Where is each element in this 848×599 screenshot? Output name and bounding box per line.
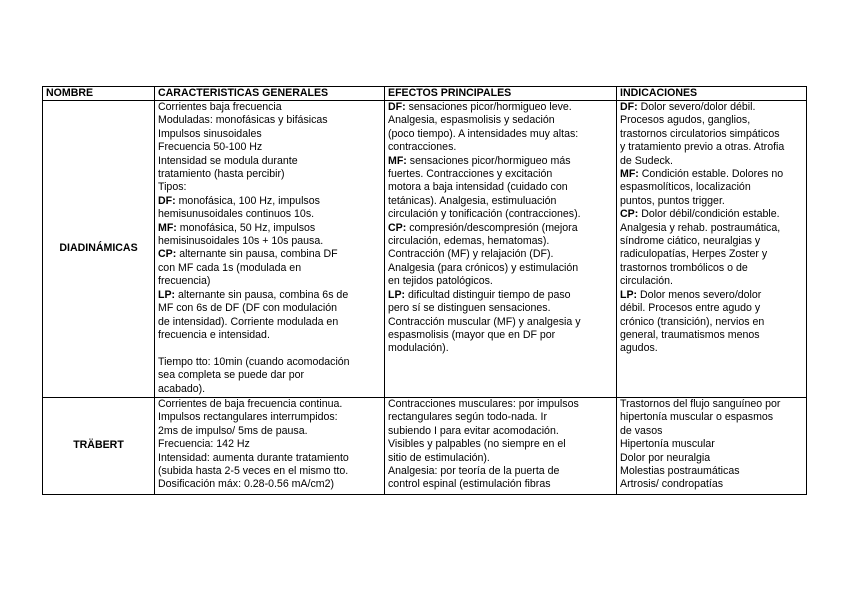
line-text: sensaciones picor/hormigueo leve. — [405, 101, 572, 113]
text-line — [620, 342, 803, 355]
cell-caracteristicas — [155, 101, 385, 398]
text-line — [388, 195, 613, 208]
line-label: LP: — [620, 288, 638, 301]
line-text: Tiempo tto: 10min (cuando acomodación — [158, 355, 350, 368]
line-text: síndrome ciático, neuralgias y — [620, 235, 761, 248]
line-label: LP: — [388, 288, 406, 301]
text-line — [388, 155, 613, 168]
text-line — [388, 235, 613, 248]
text-line — [388, 168, 613, 181]
line-text: motora a baja intensidad (cuidado con — [388, 181, 568, 194]
text-line — [158, 478, 381, 491]
text-line — [620, 181, 803, 194]
line-label: LP: — [158, 288, 176, 301]
text-line — [388, 329, 613, 342]
line-text: Hipertonía muscular — [620, 438, 715, 451]
cell-caracteristicas — [155, 398, 385, 495]
line-text: Dolor débil/condición estable. — [638, 208, 780, 221]
text-line — [388, 181, 613, 194]
line-text: Tipos: — [158, 181, 187, 194]
line-text: frecuencia e intensidad. — [158, 328, 270, 341]
text-line — [158, 222, 381, 235]
header-nombre: NOMBRE — [43, 87, 155, 101]
line-text: circulación, edemas, hematomas). — [388, 235, 550, 248]
line-text: monofásica, 100 Hz, impulsos — [175, 194, 320, 207]
text-line — [620, 425, 803, 438]
text-line — [620, 316, 803, 329]
text-line — [388, 128, 613, 141]
line-text: de Sudeck. — [620, 154, 674, 167]
line-label: MF: — [158, 221, 177, 234]
line-label: DF: — [158, 194, 176, 207]
line-text: trastornos trombólicos o de — [620, 261, 748, 274]
line-text: monofásica, 50 Hz, impulsos — [176, 221, 316, 234]
text-line — [620, 262, 803, 275]
line-text: trastornos circulatorios simpáticos — [620, 127, 780, 140]
text-line — [388, 411, 613, 424]
cell-nombre: TRÄBERT — [43, 398, 155, 495]
table-header-row — [43, 87, 807, 101]
text-line — [620, 411, 803, 424]
text-line — [620, 128, 803, 141]
line-text: Impulsos sinusoidales — [158, 127, 262, 140]
line-text: y tratamiento previo a otras. Atrofia — [620, 141, 785, 154]
text-line — [158, 452, 381, 465]
line-text: alternante sin pausa, combina 6s de — [175, 288, 349, 301]
text-line — [158, 302, 381, 315]
line-text: hipertonía muscular o espasmos — [620, 411, 774, 424]
text-line — [388, 114, 613, 127]
text-line — [620, 438, 803, 451]
line-text: hemisunusoidales continuos 10s. — [158, 208, 315, 221]
line-text: Condición estable. Dolores no — [638, 168, 784, 181]
line-text: tetánicas). Analgesia, estimuluación — [388, 194, 557, 207]
line-text: Trastornos del flujo sanguíneo por — [620, 398, 781, 410]
cell-indicaciones — [617, 398, 807, 495]
line-text: Frecuencia: 142 Hz — [158, 438, 250, 451]
line-text: frecuencia) — [158, 275, 211, 288]
text-line — [388, 342, 613, 355]
line-text: Analgesia y rehab. postraumática, — [620, 221, 781, 234]
line-text: Analgesia: por teoría de la puerta de — [388, 465, 560, 478]
line-text: 2ms de impulso/ 5ms de pausa. — [158, 424, 308, 437]
line-text: Molestias postraumáticas — [620, 465, 740, 478]
text-line — [158, 356, 381, 369]
line-text: Moduladas: monofásicas y bifásicas — [158, 114, 328, 127]
line-text: radiculopatías, Herpes Zoster y — [620, 248, 768, 261]
line-text: MF con 6s de DF (DF con modulación — [158, 302, 337, 315]
text-line — [620, 452, 803, 465]
line-label: MF: — [388, 154, 407, 167]
text-line — [158, 289, 381, 302]
text-line — [388, 465, 613, 478]
line-text: crónico (transición), nervios en — [620, 315, 765, 328]
text-line — [620, 222, 803, 235]
line-text: Artrosis/ condropatías — [620, 478, 724, 491]
text-line — [158, 262, 381, 275]
text-line — [620, 101, 803, 114]
text-line — [158, 411, 381, 424]
text-line — [620, 289, 803, 302]
line-text: de intensidad). Corriente modulada en — [158, 315, 339, 328]
text-line — [620, 302, 803, 315]
line-text: compresión/descompresión (mejora — [406, 221, 578, 234]
line-text: circulación y tonificación (contracciones). — [388, 208, 581, 221]
header-efectos: EFECTOS PRINCIPALES — [385, 87, 617, 101]
cell-indicaciones — [617, 101, 807, 398]
text-line — [620, 329, 803, 342]
table-row-diadinamicas — [43, 101, 807, 398]
line-text: Contracciones musculares: por impulsos — [388, 398, 579, 410]
text-line — [158, 438, 381, 451]
text-line — [388, 302, 613, 315]
line-text: puntos, puntos trigger. — [620, 194, 725, 207]
text-line — [388, 438, 613, 451]
line-text: sitio de estimulación). — [388, 451, 490, 464]
text-line — [158, 235, 381, 248]
text-line — [620, 248, 803, 261]
text-line — [158, 465, 381, 478]
line-text: circulación. — [620, 275, 673, 288]
line-label: CP: — [388, 221, 407, 234]
text-line — [158, 128, 381, 141]
line-text: tratamiento (hasta percibir) — [158, 168, 285, 181]
text-line — [158, 275, 381, 288]
text-line — [620, 141, 803, 154]
line-text: fuertes. Contracciones y excitación — [388, 168, 553, 181]
line-text: Corrientes baja frecuencia — [158, 101, 282, 113]
line-text: Dosificación máx: 0.28-0.56 mA/cm2) — [158, 478, 335, 491]
line-text: contracciones. — [388, 141, 457, 154]
line-text: sea completa se puede dar por — [158, 369, 305, 382]
text-line — [158, 141, 381, 154]
line-text: Frecuencia 50-100 Hz — [158, 141, 263, 154]
line-text: débil. Procesos entre agudo y — [620, 302, 761, 315]
text-line — [388, 222, 613, 235]
electrotherapy-table — [42, 86, 807, 495]
line-text: Analgesia, espasmolisis y sedación — [388, 114, 555, 127]
text-line — [620, 168, 803, 181]
text-line — [388, 478, 613, 491]
line-text: Procesos agudos, ganglios, — [620, 114, 751, 127]
text-line — [158, 316, 381, 329]
text-line — [158, 114, 381, 127]
line-text: acabado). — [158, 382, 206, 395]
line-text: alternante sin pausa, combina DF — [176, 248, 338, 261]
text-line — [158, 195, 381, 208]
line-text: espasmolíticos, localización — [620, 181, 751, 194]
line-text: Intensidad: aumenta durante tratamiento — [158, 451, 349, 464]
text-line — [158, 248, 381, 261]
table-row-trabert — [43, 398, 807, 495]
header-caracteristicas: CARACTERISTICAS GENERALES — [155, 87, 385, 101]
text-line — [620, 235, 803, 248]
text-line — [158, 168, 381, 181]
line-text: Dolor por neuralgia — [620, 451, 711, 464]
line-text: Dolor menos severo/dolor — [637, 288, 762, 301]
text-line — [158, 369, 381, 382]
line-text: subiendo I para evitar acomodación. — [388, 424, 559, 437]
line-text: control espinal (estimulación fibras — [388, 478, 551, 491]
text-line — [620, 465, 803, 478]
text-line — [388, 452, 613, 465]
line-text: de vasos — [620, 424, 663, 437]
line-text: modulación). — [388, 342, 449, 355]
blank-line — [158, 342, 381, 355]
line-text: dificultad distinguir tiempo de paso — [405, 288, 571, 301]
text-line — [388, 141, 613, 154]
line-label: MF: — [620, 168, 639, 181]
line-text: Impulsos rectangulares interrumpidos: — [158, 411, 338, 424]
text-line — [388, 316, 613, 329]
text-line — [620, 208, 803, 221]
line-label: DF: — [388, 101, 406, 113]
text-line — [158, 208, 381, 221]
text-line — [158, 155, 381, 168]
line-text: Visibles y palpables (no siempre en el — [388, 438, 566, 451]
text-line — [158, 181, 381, 194]
text-line — [620, 398, 803, 411]
text-line — [388, 208, 613, 221]
line-text: Analgesia (para crónicos) y estimulación — [388, 261, 579, 274]
text-line — [158, 383, 381, 396]
text-line — [620, 155, 803, 168]
text-line — [388, 275, 613, 288]
text-line — [388, 289, 613, 302]
line-text: (poco tiempo). A intensidades muy altas: — [388, 127, 579, 140]
cell-nombre: DIADINÁMICAS — [43, 101, 155, 398]
line-text: pero sí se distinguen sensaciones. — [388, 302, 551, 315]
text-line — [388, 262, 613, 275]
text-line — [388, 398, 613, 411]
line-text: en tejidos patológicos. — [388, 275, 493, 288]
text-line — [620, 478, 803, 491]
line-text: (subida hasta 2-5 veces en el mismo tto. — [158, 465, 349, 478]
line-text: Dolor severo/dolor débil. — [637, 101, 756, 113]
line-text: hemisinusoidales 10s + 10s pausa. — [158, 235, 324, 248]
text-line — [388, 101, 613, 114]
line-text: sensaciones picor/hormigueo más — [406, 154, 571, 167]
line-text: espasmolisis (mayor que en DF por — [388, 328, 556, 341]
line-text: Contracción muscular (MF) y analgesia y — [388, 315, 581, 328]
line-text: Contracción (MF) y relajación (DF). — [388, 248, 554, 261]
text-line — [388, 248, 613, 261]
line-text: agudos. — [620, 342, 658, 355]
line-label: CP: — [620, 208, 639, 221]
text-line — [620, 275, 803, 288]
line-label: DF: — [620, 101, 638, 113]
line-text: rectangulares según todo-nada. Ir — [388, 411, 548, 424]
text-line — [388, 425, 613, 438]
text-line — [158, 425, 381, 438]
line-label: CP: — [158, 248, 177, 261]
text-line — [158, 101, 381, 114]
cell-efectos — [385, 101, 617, 398]
text-line — [620, 195, 803, 208]
line-text: Intensidad se modula durante — [158, 154, 298, 167]
line-text: Corrientes de baja frecuencia continua. — [158, 398, 343, 410]
text-line — [158, 329, 381, 342]
text-line — [620, 114, 803, 127]
line-text: general, traumatismos menos — [620, 328, 760, 341]
cell-efectos — [385, 398, 617, 495]
text-line — [158, 398, 381, 411]
header-indicaciones: INDICACIONES — [617, 87, 807, 101]
line-text: con MF cada 1s (modulada en — [158, 261, 302, 274]
